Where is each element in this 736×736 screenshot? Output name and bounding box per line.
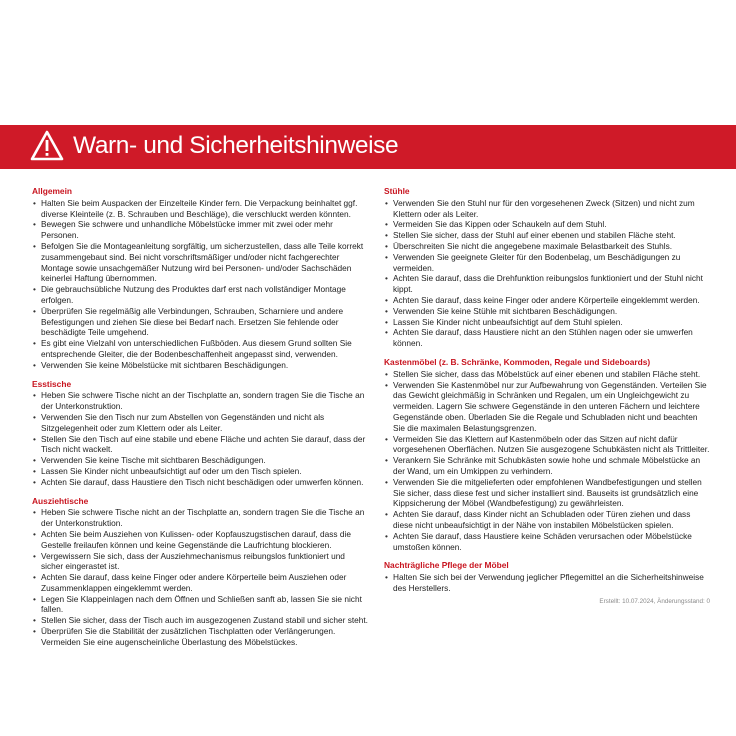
list-item: • Verwenden Sie den Tisch nur zum Abstellen von Gegenständen und nicht als Sitzgelegenheit oder zum Klettern oder als Leiter. <box>32 412 368 434</box>
list-item: • Heben Sie schwere Tische nicht an der Tischplatte an, sondern tragen Sie die Tische an der Unterkonstruktion. <box>32 390 368 412</box>
section <box>384 357 710 552</box>
list-item: • Befolgen Sie die Montageanleitung sorgfältig, um sicherzustellen, dass alle Teile korrekt zusammengebaut sind. Bei nicht vorschriftsmäßiger und/oder nicht fachgerechter Montage sowie unsachgemäßer Nutzung wird bei Personen- und/oder Sachschäden keinerlei Haftung übernommen. <box>32 241 368 284</box>
list-item: • Bewegen Sie schwere und unhandliche Möbelstücke immer mit zwei oder mehr Personen. <box>32 219 368 241</box>
list-item: • Stellen Sie sicher, dass der Stuhl auf einer ebenen und stabilen Fläche steht. <box>384 230 710 241</box>
list-item: • Vermeiden Sie das Klettern auf Kastenmöbeln oder das Sitzen auf nicht dafür vorgesehenen Oberflächen. Nutzen Sie ausgezogene Schubkästen nicht als Trittleiter. <box>384 434 710 456</box>
section <box>32 496 368 648</box>
bullet-list <box>384 572 710 594</box>
list-item: • Achten Sie darauf, dass die Drehfunktion reibungslos funktioniert und der Stuhl nicht kippt. <box>384 273 710 295</box>
list-item: • Überprüfen Sie die Stabilität der zusätzlichen Tischplatten oder Verlängerungen. Vermeiden Sie eine augenscheinliche Überlastung des Möbelstückes. <box>32 626 368 648</box>
list-item: • Verwenden Sie geeignete Gleiter für den Bodenbelag, um Beschädigungen zu vermeiden. <box>384 252 710 274</box>
list-item: • Lassen Sie Kinder nicht unbeaufsichtigt auf dem Stuhl spielen. <box>384 317 710 328</box>
list-item: • Es gibt eine Vielzahl von unterschiedlichen Fußböden. Aus diesem Grund sollten Sie entsprechende Gleiter, die der Bodenbeschaffenheit angepasst sind, verwenden. <box>32 338 368 360</box>
list-item: • Verwenden Sie den Stuhl nur für den vorgesehenen Zweck (Sitzen) und nicht zum Klettern oder als Leiter. <box>384 198 710 220</box>
bullet-list <box>384 198 710 349</box>
list-item: • Verwenden Sie keine Möbelstücke mit sichtbaren Beschädigungen. <box>32 360 368 371</box>
list-item: • Verwenden Sie Kastenmöbel nur zur Aufbewahrung von Gegenständen. Verteilen Sie das Gewicht gleichmäßig in Schränken und Regalen, um ein Ungleichgewicht zu vermeiden. Lagern Sie schwere Gegenstände in den unteren Fächern und leichtere Gegenstände oben. Überladen Sie die Regale und Schubladen nicht und beachten Sie die maximalen Belastungsgrenzen. <box>384 380 710 434</box>
list-item: • Verwenden Sie die mitgelieferten oder empfohlenen Wandbefestigungen und stellen Sie sicher, dass diese fest und sicher installiert sind. Bauseits ist grundsätzlich eine Kippsicherung der Möbel (Wandbefestigung) zu gewährleisten. <box>384 477 710 509</box>
list-item: • Achten Sie darauf, dass Haustiere nicht an den Stühlen nagen oder sie umwerfen können. <box>384 327 710 349</box>
section-heading: Allgemein <box>32 186 73 196</box>
section-heading: Nachträgliche Pflege der Möbel <box>384 560 509 571</box>
title-banner <box>0 125 736 169</box>
list-item: • Halten Sie sich bei der Verwendung jeglicher Pflegemittel an die Sicherheitshinweise des Herstellers. <box>384 572 710 594</box>
bullet-list <box>32 507 368 647</box>
list-item: • Halten Sie beim Auspacken der Einzelteile Kinder fern. Die Verpackung beinhaltet ggf. diverse Kleinteile (z. B. Schrauben und Beschläge), die verschluckt werden könnten. <box>32 198 368 220</box>
list-item: • Achten Sie darauf, dass keine Finger oder andere Körperteile beim Ausziehen oder Zusammenklappen eingeklemmt werden. <box>32 572 368 594</box>
list-item: • Heben Sie schwere Tische nicht an der Tischplatte an, sondern tragen Sie die Tische an der Unterkonstruktion. <box>32 507 368 529</box>
list-item: • Verwenden Sie keine Stühle mit sichtbaren Beschädigungen. <box>384 306 710 317</box>
list-item: • Achten Sie darauf, dass Haustiere den Tisch nicht beschädigen oder umwerfen können. <box>32 477 368 488</box>
list-item: • Die gebrauchsübliche Nutzung des Produktes darf erst nach vollständiger Montage erfolgen. <box>32 284 368 306</box>
list-item: • Stellen Sie sicher, dass das Möbelstück auf einer ebenen und stabilen Fläche steht. <box>384 369 710 380</box>
section-heading: Ausziehtische <box>32 495 89 506</box>
list-item: • Vergewissern Sie sich, dass der Ausziehmechanismus reibungslos funktioniert und sicher eingerastet ist. <box>32 551 368 573</box>
bullet-list <box>384 369 710 553</box>
section <box>32 379 368 488</box>
list-item: • Lassen Sie Kinder nicht unbeaufsichtigt auf oder um den Tisch spielen. <box>32 466 368 477</box>
list-item: • Überschreiten Sie nicht die angegebene maximale Belastbarkeit des Stuhls. <box>384 241 710 252</box>
revision-note: Erstellt: 10.07.2024, Änderungsstand: 0 <box>599 598 710 605</box>
list-item: • Achten Sie beim Ausziehen von Kulissen- oder Kopfauszugstischen darauf, dass die Gestelle freilaufen können und keine Gegenstände die Laufrichtung blockieren. <box>32 529 368 551</box>
list-item: • Verankern Sie Schränke mit Schubkästen sowie hohe und schmale Möbelstücke an der Wand, um ein Umkippen zu verhindern. <box>384 455 710 477</box>
list-item: • Achten Sie darauf, dass keine Finger oder andere Körperteile eingeklemmt werden. <box>384 295 710 306</box>
section-heading: Esstische <box>32 378 72 389</box>
list-item: • Achten Sie darauf, dass Haustiere keine Schäden verursachen oder Möbelstücke umstoßen können. <box>384 531 710 553</box>
right-column <box>384 186 710 602</box>
section <box>384 186 710 349</box>
section-heading: Stühle <box>384 186 410 196</box>
section <box>384 560 710 593</box>
bullet-list <box>32 198 368 371</box>
list-item: • Verwenden Sie keine Tische mit sichtbaren Beschädigungen. <box>32 455 368 466</box>
list-item: • Stellen Sie den Tisch auf eine stabile und ebene Fläche und achten Sie darauf, dass der Tisch nicht wackelt. <box>32 434 368 456</box>
page-title: Warn- und Sicherheitshinweise <box>73 132 399 159</box>
list-item: • Vermeiden Sie das Kippen oder Schaukeln auf dem Stuhl. <box>384 219 710 230</box>
bullet-list <box>32 390 368 487</box>
list-item: • Überprüfen Sie regelmäßig alle Verbindungen, Schrauben, Scharniere und andere Befestigungen und ziehen Sie diese bei Bedarf nach. Ersetzen Sie fehlende oder beschädigte Teile umgehend. <box>32 306 368 338</box>
list-item: • Achten Sie darauf, dass Kinder nicht an Schubladen oder Türen ziehen und dass diese nicht unbeaufsichtigt in der Nähe von instabilen Möbelstücken spielen. <box>384 509 710 531</box>
left-column <box>32 186 368 656</box>
section <box>32 186 368 371</box>
warning-triangle-icon <box>30 130 64 162</box>
list-item: • Legen Sie Klappeinlagen nach dem Öffnen und Schließen sanft ab, lassen Sie sie nicht fallen. <box>32 594 368 616</box>
section-heading: Kastenmöbel (z. B. Schränke, Kommoden, Regale und Sideboards) <box>384 356 651 367</box>
list-item: • Stellen Sie sicher, dass der Tisch auch im ausgezogenen Zustand stabil und sicher steht. <box>32 615 368 626</box>
